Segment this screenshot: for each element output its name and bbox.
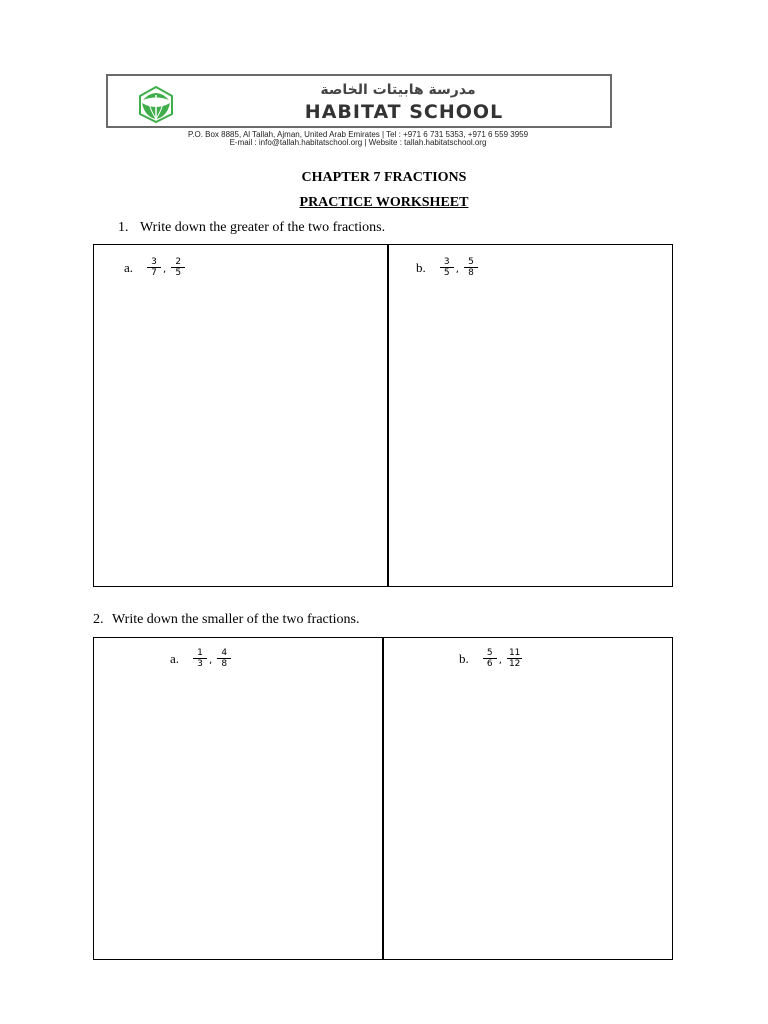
question-1-part-a — [124, 257, 187, 278]
question-1 — [118, 220, 385, 236]
question-number: 1. — [118, 220, 129, 235]
denominator: 5 — [175, 268, 182, 278]
numerator: 1 — [193, 648, 207, 659]
denominator: 7 — [151, 268, 157, 278]
denominator: 5 — [443, 268, 450, 278]
fraction — [483, 648, 497, 669]
numerator: 2 — [171, 257, 185, 268]
fraction — [507, 648, 522, 669]
fraction — [147, 257, 161, 278]
question-2-part-b — [459, 648, 524, 669]
denominator: 6 — [486, 659, 493, 669]
part-label: a. — [170, 650, 180, 666]
separator: , — [209, 655, 213, 666]
fraction — [217, 648, 231, 669]
denominator: 8 — [468, 268, 474, 278]
numerator: 3 — [147, 257, 161, 268]
question-number: 2. — [93, 612, 104, 627]
question-text: Write down the smaller of the two fractions. — [112, 612, 360, 627]
separator: , — [163, 264, 167, 275]
contact-address-phone: P.O. Box 8885, Al Tallah, Ajman, United Arab Emirates | Tel : +971 6 731 5353, +971 6 559 3959 — [187, 130, 529, 139]
chapter-title: CHAPTER 7 FRACTIONS — [301, 170, 467, 185]
part-label: b. — [459, 650, 469, 666]
school-letterhead — [106, 74, 612, 128]
part-label: b. — [416, 259, 426, 275]
numerator: 3 — [440, 257, 454, 268]
question-1-part-b — [416, 257, 480, 278]
denominator: 12 — [508, 659, 521, 669]
question-2-part-a — [170, 648, 233, 669]
fraction — [171, 257, 185, 278]
part-label: a. — [124, 259, 134, 275]
answer-box-question-1 — [93, 244, 673, 587]
column-divider — [387, 245, 389, 586]
fraction — [464, 257, 478, 278]
worksheet-title: PRACTICE WORKSHEET — [299, 195, 469, 210]
fraction — [193, 648, 207, 669]
question-2 — [93, 612, 359, 628]
numerator: 5 — [483, 648, 497, 659]
column-divider — [382, 638, 384, 959]
numerator: 11 — [508, 648, 521, 658]
separator: , — [455, 264, 459, 275]
answer-box-question-2 — [93, 637, 673, 960]
separator: , — [498, 655, 502, 666]
question-text: Write down the greater of the two fractions. — [140, 220, 386, 235]
numerator: 4 — [217, 648, 231, 659]
globe-leaf-logo — [136, 84, 176, 124]
school-name: HABITAT SCHOOL — [304, 101, 504, 123]
numerator: 5 — [464, 257, 478, 268]
fraction — [440, 257, 454, 278]
denominator: 3 — [197, 659, 203, 669]
contact-email-website: E-mail : info@tallah.habitatschool.org | Website : tallah.habitatschool.org — [229, 138, 487, 147]
denominator: 8 — [221, 659, 228, 669]
school-name-arabic: مدرسة هابيتات الخاصة — [320, 82, 476, 98]
